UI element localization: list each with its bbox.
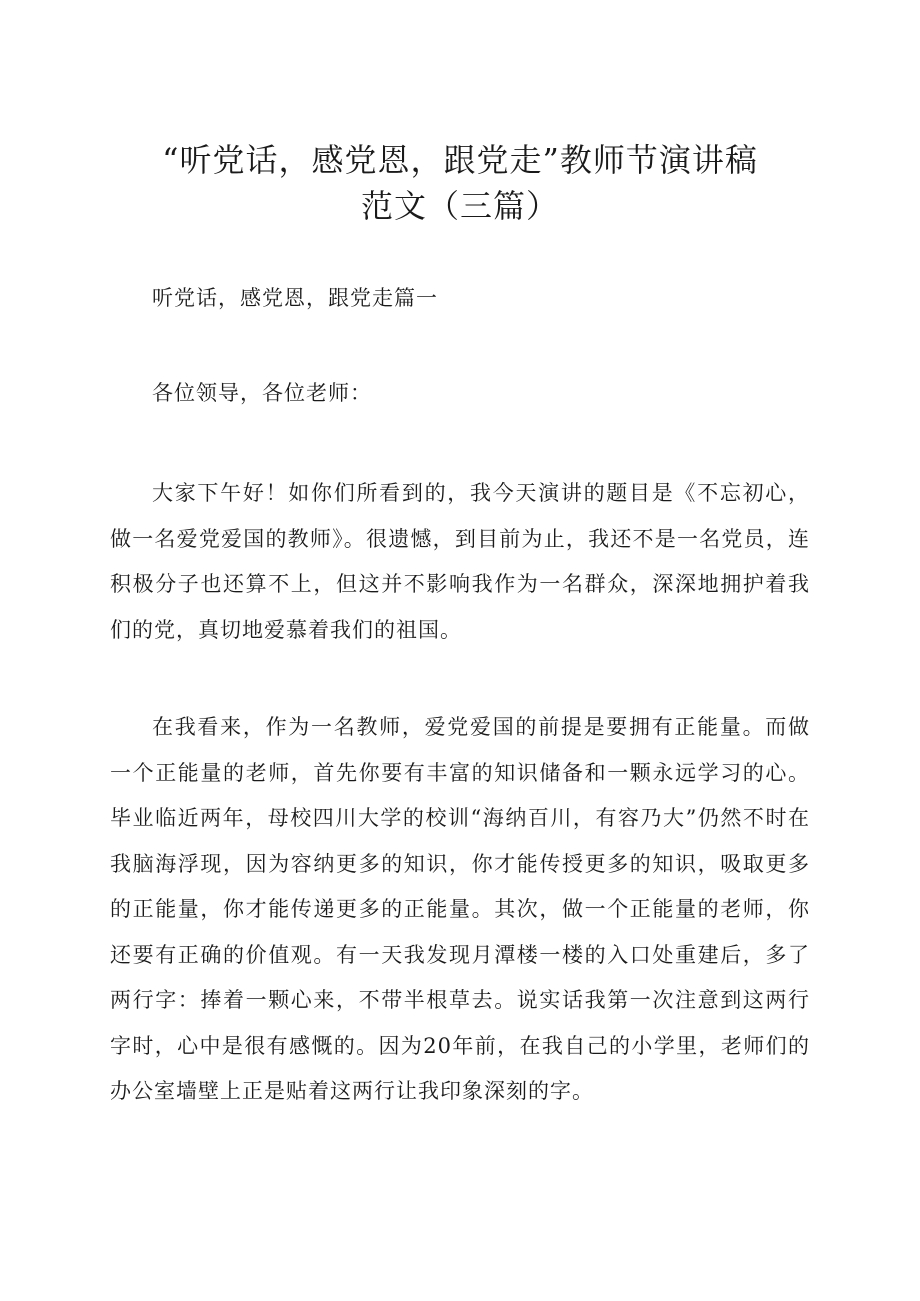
paragraph-1: 大家下午好！如你们所看到的，我今天演讲的题目是《不忘初心，做一名爱党爱国的教师》。很遗憾，到目前为止，我还不是一名党员，连积极分子也还算不上，但这并不影响我作为一名群众，深深地拥护着我们的党，真切地爱慕着我们的祖国。 [110,481,810,642]
document-title-line-2: 范文（三篇） [360,187,559,225]
section-heading: 听党话，感党恩，跟党走篇一 [152,286,438,310]
paragraph-2: 在我看来，作为一名教师，爱党爱国的前提是要拥有正能量。而做一个正能量的老师，首先你要有丰富的知识储备和一颗永远学习的心。毕业临近两年，母校四川大学的校训“海纳百川，有容乃大”仍然不时在我脑海浮现，因为容纳更多的知识，你才能传授更多的知识，吸取更多的正能量，你才能传递更多的正能量。其次，做一个正能量的老师，你还要有正确的价值观。有一天我发现月潭楼一楼的入口处重建后，多了两行字：捧着一颗心来，不带半根草去。说实话我第一次注意到这两行字时，心中是很有感慨的。因为20年前，在我自己的小学里，老师们的办公室墙壁上正是贴着这两行让我印象深刻的字。 [110,715,810,1103]
greeting: 各位领导，各位老师： [152,381,372,405]
document-title-line-1: “听党话，感党恩，跟党走”教师节演讲稿 [162,141,758,179]
